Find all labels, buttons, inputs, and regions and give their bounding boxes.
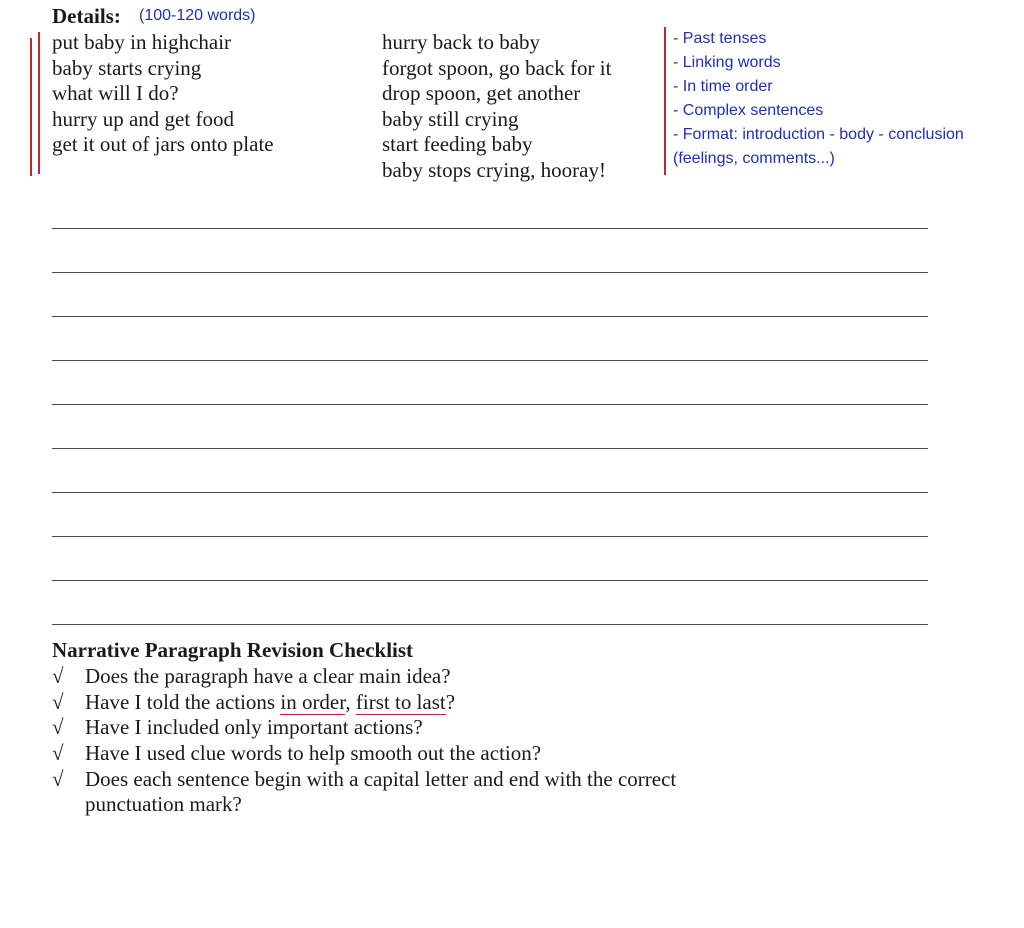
check-mark-icon: √	[52, 690, 64, 714]
note-item: - Complex sentences	[673, 102, 824, 119]
detail-item: hurry back to baby	[382, 30, 541, 54]
note-item: - In time order	[673, 78, 773, 95]
word-count-note: (100-120 words)	[139, 7, 256, 24]
checklist-item	[52, 741, 541, 767]
checklist-item-text: Have I told the actions	[85, 690, 281, 714]
red-margin-line-3	[664, 27, 666, 175]
checklist-item-text: punctuation mark?	[85, 792, 242, 816]
check-mark-icon: √	[52, 664, 64, 688]
writing-line[interactable]	[52, 228, 928, 229]
check-mark-icon: √	[52, 715, 64, 739]
writing-requirements-notes	[673, 27, 964, 171]
checklist-item	[52, 715, 423, 741]
writing-line[interactable]	[52, 360, 928, 361]
note-item: - Format: introduction - body - conclusion	[673, 126, 964, 143]
note-item: - Past tenses	[673, 30, 767, 47]
writing-line[interactable]	[52, 580, 928, 581]
checklist-item-text: ,	[345, 690, 356, 714]
details-heading: Details:	[52, 4, 121, 28]
writing-line[interactable]	[52, 272, 928, 273]
checklist-item-text: Have I included only important actions?	[85, 715, 423, 739]
checklist-item-text: Does each sentence begin with a capital letter and end with the correct	[85, 767, 677, 791]
checklist-item-text: Have I used clue words to help smooth out the action?	[85, 741, 542, 765]
underlined-phrase-in-order: in order	[280, 690, 346, 714]
writing-line[interactable]	[52, 536, 928, 537]
check-mark-icon: √	[52, 767, 64, 791]
detail-item: baby still crying	[382, 106, 519, 131]
red-margin-line-1	[30, 38, 32, 176]
writing-line[interactable]	[52, 492, 928, 493]
checklist-item-text: Does the paragraph have a clear main idea?	[85, 664, 451, 688]
checklist-item	[52, 664, 451, 690]
detail-item: get it out of jars onto plate	[52, 132, 274, 157]
note-item: - Linking words	[673, 54, 781, 71]
detail-item: put baby in highchair	[52, 30, 232, 54]
detail-item: start feeding baby	[382, 132, 533, 157]
red-margin-line-2	[38, 32, 40, 174]
checklist-item-continuation	[52, 792, 242, 818]
detail-item: what will I do?	[52, 81, 179, 106]
details-right-column	[382, 30, 611, 184]
detail-item: forgot spoon, go back for it	[382, 55, 612, 80]
checklist-title: Narrative Paragraph Revision Checklist	[52, 638, 414, 662]
writing-line[interactable]	[52, 448, 928, 449]
detail-item: drop spoon, get another	[382, 81, 581, 106]
detail-item: hurry up and get food	[52, 106, 234, 131]
note-item: (feelings, comments...)	[673, 150, 835, 167]
checklist-item	[52, 690, 455, 716]
detail-item: baby starts crying	[52, 55, 202, 80]
checklist-item-text: ?	[445, 690, 456, 714]
checklist-item	[52, 767, 676, 793]
writing-line[interactable]	[52, 404, 928, 405]
details-left-column	[52, 30, 274, 158]
writing-line[interactable]	[52, 316, 928, 317]
detail-item: baby stops crying, hooray!	[382, 157, 606, 182]
underlined-phrase-first-to-last: first to last	[355, 690, 446, 714]
writing-line[interactable]	[52, 624, 928, 625]
check-mark-icon: √	[52, 741, 64, 765]
